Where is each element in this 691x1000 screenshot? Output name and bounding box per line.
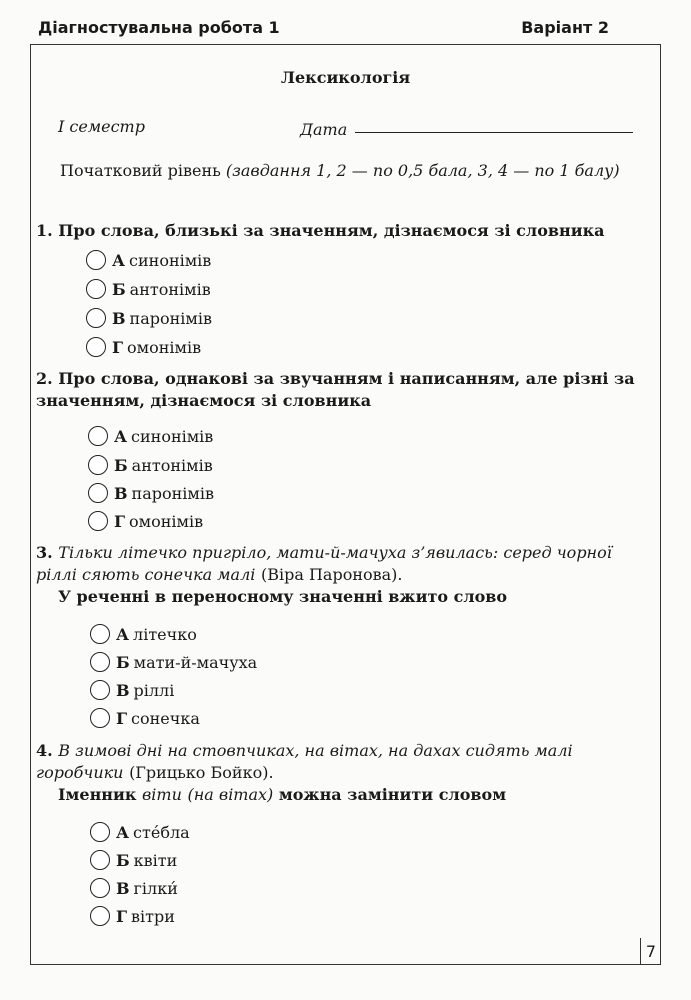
level-heading: [60, 160, 640, 182]
frame-bottom-line: [30, 964, 661, 965]
answer-circle[interactable]: [90, 878, 110, 898]
answer-circle[interactable]: [90, 850, 110, 870]
header-title: Діагностувальна робота 1: [38, 18, 280, 37]
answer-circle[interactable]: [88, 455, 108, 475]
q3-option-d[interactable]: Г сонечка: [90, 706, 200, 730]
question-number: 2.: [36, 369, 53, 388]
q2-option-c[interactable]: В паронімів: [88, 481, 214, 505]
q1-option-a[interactable]: А синонімів: [86, 248, 211, 272]
q1-option-c[interactable]: В паронімів: [86, 306, 212, 330]
question-4: [36, 740, 638, 806]
date-label: Дата: [300, 120, 348, 139]
q2-option-d[interactable]: Г омонімів: [88, 509, 203, 533]
answer-circle[interactable]: [90, 906, 110, 926]
question-quote: Тільки літечко пригріло, мати-й-мачуха з’явилась: серед чорної ріллі сяють сонечка малі: [36, 543, 612, 584]
answer-circle[interactable]: [90, 680, 110, 700]
answer-circle[interactable]: [90, 822, 110, 842]
question-task: Іменник віти (на вітах) можна замінити словом: [58, 785, 507, 804]
q2-option-a[interactable]: А синонімів: [88, 424, 213, 448]
question-1: [36, 220, 638, 242]
frame-top-line: [30, 44, 661, 45]
date-field[interactable]: [355, 132, 633, 133]
quote-author: (Віра Паронова).: [260, 565, 403, 584]
section-title: Лексикологія: [280, 68, 411, 87]
q4-option-a[interactable]: А сте́бла: [90, 820, 190, 844]
q2-option-b[interactable]: Б антонімів: [88, 453, 213, 477]
question-number: 1.: [36, 221, 53, 240]
level-name: Початковий рівень: [60, 161, 221, 180]
header-variant: Варіант 2: [521, 18, 609, 37]
q3-option-c[interactable]: В ріллі: [90, 678, 174, 702]
question-text: Про слова, однакові за звучанням і написанням, але різні за значенням, дізнаємося зі словника: [36, 369, 635, 410]
question-number: 3.: [36, 543, 53, 562]
question-3: [36, 542, 638, 608]
answer-circle[interactable]: [86, 337, 106, 357]
answer-circle[interactable]: [86, 279, 106, 299]
q1-option-b[interactable]: Б антонімів: [86, 277, 211, 301]
q3-option-b[interactable]: Б мати-й-мачуха: [90, 650, 257, 674]
question-text: Про слова, близькі за значенням, дізнаємося зі словника: [58, 221, 605, 240]
frame-right-line: [660, 44, 661, 964]
answer-circle[interactable]: [88, 511, 108, 531]
q4-option-c[interactable]: В гілки́: [90, 876, 178, 900]
answer-circle[interactable]: [86, 308, 106, 328]
answer-circle[interactable]: [90, 652, 110, 672]
semester-label: I семестр: [58, 117, 145, 136]
answer-circle[interactable]: [88, 483, 108, 503]
question-2: [36, 368, 638, 412]
question-number: 4.: [36, 741, 53, 760]
frame-left-line: [30, 44, 31, 964]
q4-option-d[interactable]: Г вітри: [90, 904, 175, 928]
q1-option-d[interactable]: Г омонімів: [86, 335, 201, 359]
answer-circle[interactable]: [88, 426, 108, 446]
q4-option-b[interactable]: Б квіти: [90, 848, 177, 872]
question-quote: В зимові дні на стовпчиках, на вітах, на дахах сидять малі горобчики: [36, 741, 573, 782]
answer-circle[interactable]: [90, 708, 110, 728]
page-number: 7: [640, 938, 661, 964]
quote-author: (Грицько Бойко).: [129, 763, 274, 782]
answer-circle[interactable]: [90, 624, 110, 644]
answer-circle[interactable]: [86, 250, 106, 270]
question-task: У реченні в переносному значенні вжито слово: [58, 587, 508, 606]
level-note: (завдання 1, 2 — по 0,5 бала, 3, 4 — по 1 балу): [225, 161, 620, 180]
q3-option-a[interactable]: А літечко: [90, 622, 197, 646]
